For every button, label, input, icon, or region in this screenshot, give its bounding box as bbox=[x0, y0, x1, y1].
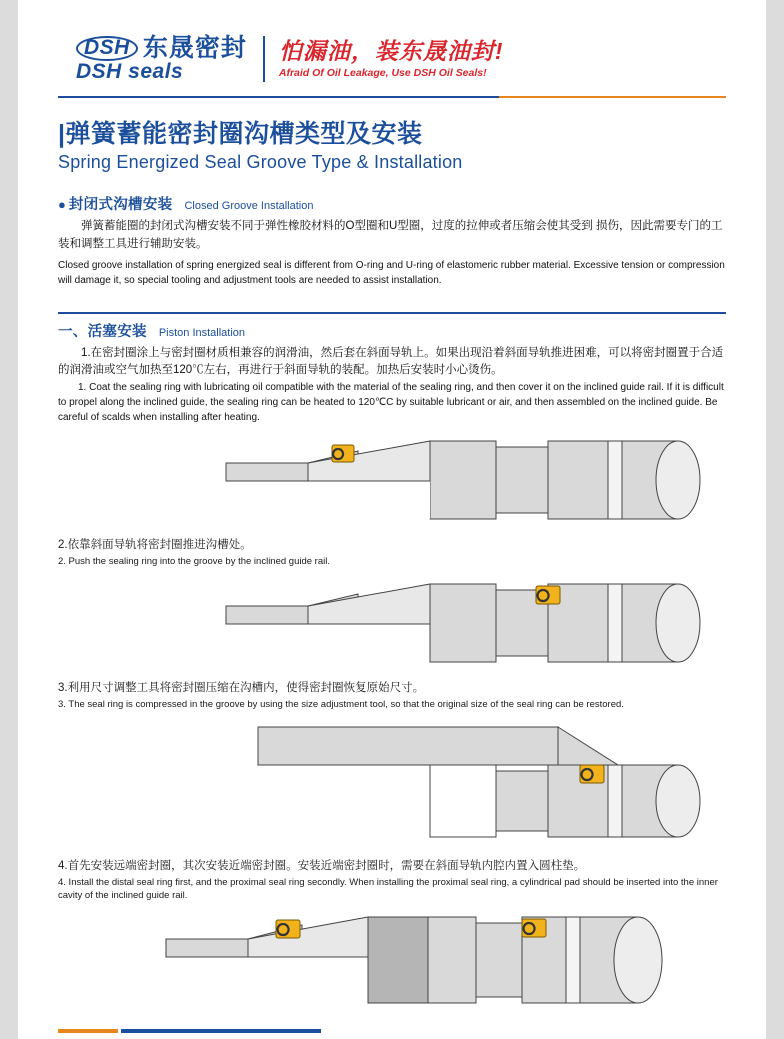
header-rule-orange bbox=[499, 96, 726, 98]
diagram-piston-step4 bbox=[58, 911, 762, 1016]
diagram-piston-step2 bbox=[58, 576, 762, 676]
step2-text-en: 2. Push the sealing ring into the groove by the inclined guide rail. bbox=[58, 555, 330, 567]
section-piston-heading bbox=[58, 312, 726, 341]
section2-title-cn: 一、活塞安装 bbox=[58, 323, 147, 340]
section1-title-en: Closed Groove Installation bbox=[184, 200, 314, 212]
bullet-icon: ● bbox=[58, 197, 66, 212]
page-left-rail bbox=[0, 0, 18, 1039]
step4-text-cn: 4.首先安装远端密封圈，其次安装近端密封圈。安装近端密封圈时，需要在斜面导轨内腔内置入圆柱垫。 bbox=[58, 860, 586, 873]
section1-paragraph-en: Closed groove installation of spring energized seal is different from O-ring and U-ring of elastomeric rubber material. Excessive tension or compression will damage it, so special tooling and adjustment tools are needed to assist installation. bbox=[58, 259, 725, 286]
section1-paragraph-cn: 弹簧蓄能圈的封闭式沟槽安装不同于弹性橡胶材料的O型圈和U型圈，过度的拉伸或者压缩会使其受到 损伤，因此需要专门的工装和调整工具进行辅助安装。 bbox=[58, 220, 723, 250]
step3-text-cn: 3.利用尺寸调整工具将密封圈压缩在沟槽内，使得密封圈恢复原始尺寸。 bbox=[58, 682, 425, 695]
footer-bar-blue bbox=[121, 1029, 321, 1033]
footer-bar-orange bbox=[58, 1029, 118, 1033]
dsh-logo-mark bbox=[76, 33, 247, 83]
figure-step-2 bbox=[58, 576, 726, 676]
seal-ring-icon bbox=[332, 445, 354, 462]
section1-title-cn: 封闭式沟槽安装 bbox=[68, 197, 173, 213]
step1-text-cn: 1.在密封圈涂上与密封圈材质相兼容的润滑油，然后套在斜面导轨上。如果出现沿着斜面导轨推进困难，可以将密封圈置于合适的润滑油或空气加热至120℃左右，再进行于斜面导轨的装配。加热后安装时小心烫伤。 bbox=[58, 346, 724, 377]
figure-step-1 bbox=[58, 433, 726, 533]
header-divider bbox=[263, 36, 265, 82]
company-logo bbox=[76, 33, 247, 83]
section-closed-groove-heading bbox=[58, 193, 726, 214]
page-right-rail bbox=[766, 0, 784, 1039]
step3-text-en: 3. The seal ring is compressed in the groove by using the size adjustment tool, so that the original size of the seal ring can be restored. bbox=[58, 698, 624, 710]
slogan-en: Afraid Of Oil Leakage, Use DSH Oil Seals! bbox=[278, 66, 487, 79]
footer-accent-bar bbox=[58, 1029, 321, 1033]
seal-ring-icon bbox=[276, 920, 300, 938]
company-name-cn: 东晟密封 bbox=[142, 33, 247, 62]
diagram-piston-step1 bbox=[58, 433, 762, 533]
slogan-block bbox=[279, 39, 504, 78]
page-title-en: Spring Energized Seal Groove Type & Installation bbox=[58, 152, 463, 172]
page-header bbox=[58, 0, 726, 92]
dsh-logo-top-text: DSH bbox=[76, 36, 138, 61]
step2-text-cn: 2.依靠斜面导轨将密封圈推进沟槽处。 bbox=[58, 539, 252, 552]
slogan-cn: 怕漏油，装东晟油封! bbox=[278, 38, 504, 65]
seal-ring-icon bbox=[580, 765, 604, 783]
figure-step-4 bbox=[58, 911, 726, 1016]
seal-ring-icon bbox=[536, 586, 560, 604]
page-title-cn: |弹簧蓄能密封圈沟槽类型及安装 bbox=[58, 120, 423, 148]
dsh-logo-bottom-text: DSH seals bbox=[76, 60, 184, 83]
figure-step-3 bbox=[58, 719, 726, 854]
seal-ring-icon bbox=[522, 919, 546, 937]
page-content bbox=[18, 0, 766, 1039]
section2-title-en: Piston Installation bbox=[158, 326, 246, 339]
diagram-piston-step3 bbox=[58, 719, 762, 854]
step4-text-en: 4. Install the distal seal ring first, and the proximal seal ring secondly. When installing the proximal seal ring, a cylindrical pad should be inserted into the inner cavity of the inclined guide rail. bbox=[58, 876, 718, 902]
step1-text-en: 1. Coat the sealing ring with lubricating oil compatible with the material of the sealing ring, and then cover it on the inclined guide rail. If it is difficult to propel along the inclined guide, the sealing ring can be heated to 120℃C by suitable lubricant or air, and then assembled on the inclined guide. Be careful of scalds when installing after heating. bbox=[58, 382, 724, 424]
